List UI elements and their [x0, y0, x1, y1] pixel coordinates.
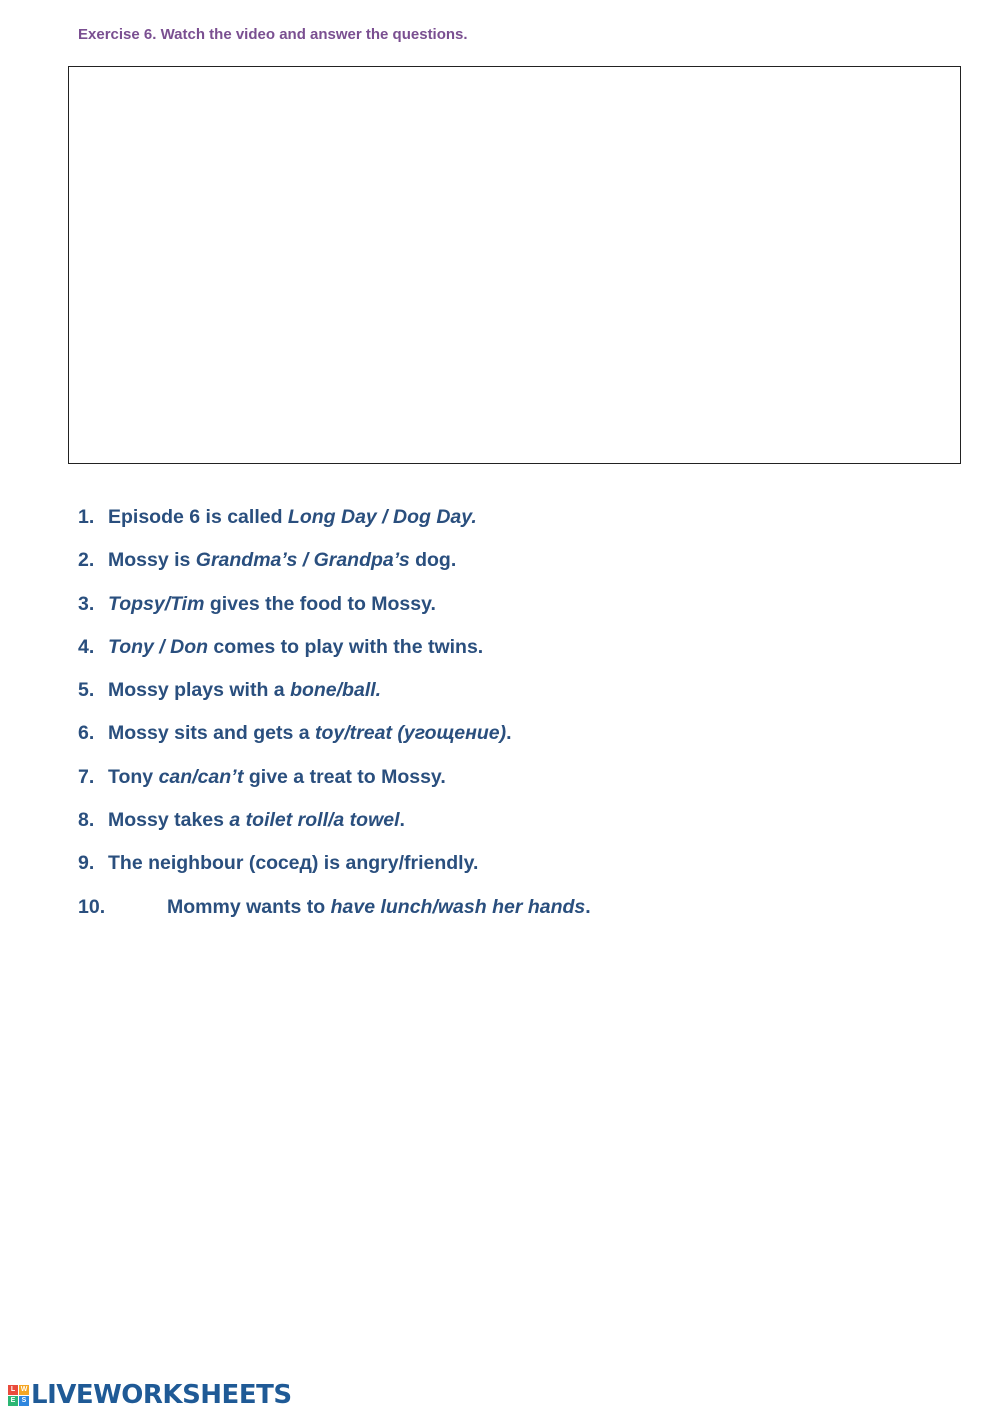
answer-options: a toilet roll/a towel: [229, 809, 400, 832]
answer-options: Grandma’s / Grandpa’s: [195, 549, 410, 572]
logo-block: E: [8, 1396, 18, 1406]
question-text: comes to play with the twins.: [208, 635, 484, 658]
question-item: [78, 636, 591, 679]
question-text: Mossy sits and gets a: [108, 722, 315, 745]
answer-options: have lunch/wash her hands: [330, 895, 586, 918]
answer-options: Long Day / Dog Day.: [287, 506, 477, 528]
question-text: .: [399, 809, 405, 832]
question-item: [78, 896, 591, 939]
question-item: [78, 852, 591, 895]
question-item: [78, 593, 591, 636]
answer-options: Topsy/Tim: [108, 592, 205, 615]
question-item: [78, 766, 591, 809]
question-item: [78, 679, 591, 722]
question-text: Mommy wants to: [167, 895, 331, 918]
question-text: Mossy takes: [108, 809, 230, 832]
question-number: 5.: [78, 679, 95, 702]
question-number: 3.: [78, 592, 95, 615]
footer-logo: [8, 1381, 292, 1409]
answer-options: can/can’t: [158, 765, 244, 788]
question-text: Tony: [108, 765, 159, 788]
question-number: 4.: [78, 635, 95, 658]
question-item: [78, 506, 591, 549]
question-text: gives the food to Mossy.: [204, 592, 436, 615]
logo-block: L: [8, 1385, 18, 1395]
question-number: 8.: [78, 809, 95, 832]
question-number: 2.: [78, 549, 95, 572]
question-list: [78, 506, 591, 939]
brand-name: LIVEWORKSHEETS: [31, 1380, 292, 1410]
question-text: Episode 6 is called: [108, 506, 288, 528]
answer-options: bone/ball.: [290, 679, 382, 702]
question-number: 6.: [78, 722, 95, 745]
answer-options: Tony / Don: [108, 635, 209, 658]
question-number: 1.: [78, 506, 95, 528]
question-item: [78, 722, 591, 765]
logo-block: W: [20, 1385, 28, 1393]
question-number: 10.: [78, 895, 106, 918]
question-text: Mossy is: [108, 549, 196, 572]
question-item: [78, 809, 591, 852]
question-text: .: [506, 722, 512, 745]
question-text: .: [585, 895, 591, 918]
logo-block: S: [19, 1396, 29, 1406]
exercise-instruction: Exercise 6. Watch the video and answer the questions.: [78, 26, 468, 43]
question-text: Mossy plays with a: [108, 679, 291, 702]
question-text: give a treat to Mossy.: [243, 765, 446, 788]
liveworksheets-logo-icon: [8, 1385, 29, 1406]
question-text: The neighbour (сосед) is angry/friendly.: [108, 852, 479, 875]
answer-options: toy/treat (угощение): [315, 722, 507, 745]
question-text: dog.: [409, 549, 457, 572]
video-frame[interactable]: [68, 66, 961, 464]
question-number: 7.: [78, 765, 95, 788]
question-item: [78, 549, 591, 592]
question-number: 9.: [78, 852, 95, 875]
